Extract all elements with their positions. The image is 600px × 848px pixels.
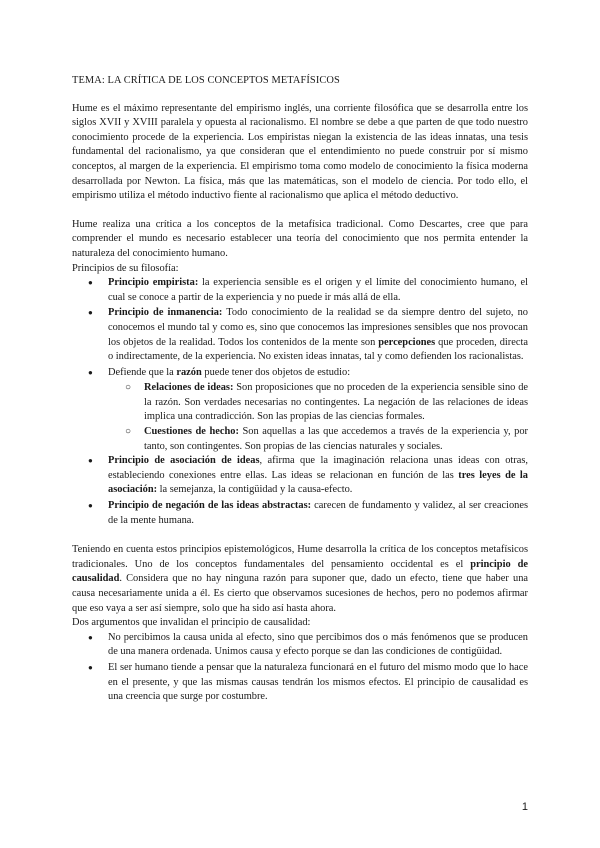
sub-list-item: ○ Cuestiones de hecho: Son aquellas a las que accedemos a través de la experiencia y, por tanto, son contingentes. Son propias de las ciencias naturales y sociales. bbox=[72, 425, 528, 454]
arguments-intro: Dos argumentos que invalidan el principio de causalidad: bbox=[72, 617, 311, 629]
page-number: 1 bbox=[521, 801, 528, 813]
sub-list-item: ○ Relaciones de ideas: Son proposiciones que no proceden de la experiencia sensible sino de la razón. Son verdades necesarias no contingentes. La negación de las relaciones de ideas implica una contradicción. Son las propias de las ciencias formales. bbox=[72, 381, 528, 425]
list-item: ● Principio de negación de las ideas abstractas: carecen de fundamento y validez, al ser creaciones de la mente humana. bbox=[72, 499, 528, 528]
principles-intro: Principios de su filosofía: bbox=[72, 262, 179, 274]
principle-label: Principio de asociación de ideas bbox=[108, 455, 260, 467]
principle-label: Principio empirista: bbox=[108, 277, 199, 289]
list-item: ● No percibimos la causa unida al efecto, sino que percibimos dos o más fenómenos que se producen de una manera ordenada. Unimos causa y efecto porque se dan las condiciones de contigüidad. bbox=[72, 631, 528, 660]
list-item: ● Principio empirista: la experiencia sensible es el origen y el límite del conocimiento humano, el cual se conoce a partir de la experiencia y no puede ir más allá de ella. bbox=[72, 276, 528, 305]
arguments-list bbox=[72, 631, 528, 705]
page-title: TEMA: LA CRÍTICA DE LOS CONCEPTOS METAFÍSICOS bbox=[72, 75, 340, 86]
list-item: ● Principio de inmanencia: Todo conocimiento de la realidad se da siempre dentro del sujeto, no conocemos el mundo tal y como es, sino que conocemos las impresiones sensibles que nos provocan los objetos de la realidad. Todos los contenidos de la mente son percepciones que proceden, directa o indirectamente, de la experiencia. No existen ideas innatas, tal y como defienden los racionalistas. bbox=[72, 306, 528, 364]
principle-label: Principio de negación de las ideas abstractas: bbox=[108, 500, 312, 512]
paragraph-causality: Teniendo en cuenta estos principios epistemológicos, Hume desarrolla la crítica de los conceptos metafísicos tradicionales. Uno de los conceptos fundamentales del pensamiento occidental es el principio de causalidad. Considera que no hay ninguna razón para suponer que, dado un efecto, tiene que haber una causa necesariamente unida a él. Es cierto que observamos sucesiones de hechos, pero no podemos afirmar que eso vaya a ser así siempre, solo que ha sido así hasta ahora. bbox=[72, 544, 528, 614]
principles-list bbox=[72, 276, 528, 528]
sub-item-label: Cuestiones de hecho: bbox=[144, 426, 239, 438]
list-item: ● El ser humano tiende a pensar que la naturaleza funcionará en el futuro del mismo modo que lo hace en el presente, y que las mismas causas tendrán los mismos efectos. El principio de causalidad es una creencia que surge por costumbre. bbox=[72, 661, 528, 705]
paragraph-metaphysics-critique: Hume realiza una crítica a los conceptos de la metafísica tradicional. Como Descartes, cree que para comprender el mundo es necesario establecer una teoría del conocimiento que nos permita entender la naturaleza del conocimiento humano. bbox=[72, 218, 528, 259]
sub-item-label: Relaciones de ideas: bbox=[144, 382, 234, 394]
paragraph-empiricism: Hume es el máximo representante del empirismo inglés, una corriente filosófica que se desarrolla entre los siglos XVII y XVIII paralela y opuesta al racionalismo. El nombre se debe a que parten de que todo nuestro conocimiento procede de la experiencia. Los empiristas niegan la existencia de las ideas innatas, una tesis fundamental del racionalismo, ya que consideran que el entendimiento no puede construir por sí mismo conceptos, al margen de la experiencia. El empirismo toma como modelo de conocimiento la física moderna desarrollada por Newton. La física, más que las matemáticas, son el modelo de ciencia. Por todo ello, el empirismo utiliza el método inductivo fiente al racionalismo que aplica el método deductivo. bbox=[72, 102, 528, 202]
list-item: ● Defiende que la razón puede tener dos objetos de estudio: bbox=[72, 366, 528, 381]
list-item: ● Principio de asociación de ideas, afirma que la imaginación relaciona unas ideas con otras, estableciendo conexiones entre ellas. Las ideas se relacionan en función de las tres leyes de la asociación: la semejanza, la contigüidad y la causa-efecto. bbox=[72, 454, 528, 498]
principle-label: Principio de inmanencia: bbox=[108, 307, 223, 319]
